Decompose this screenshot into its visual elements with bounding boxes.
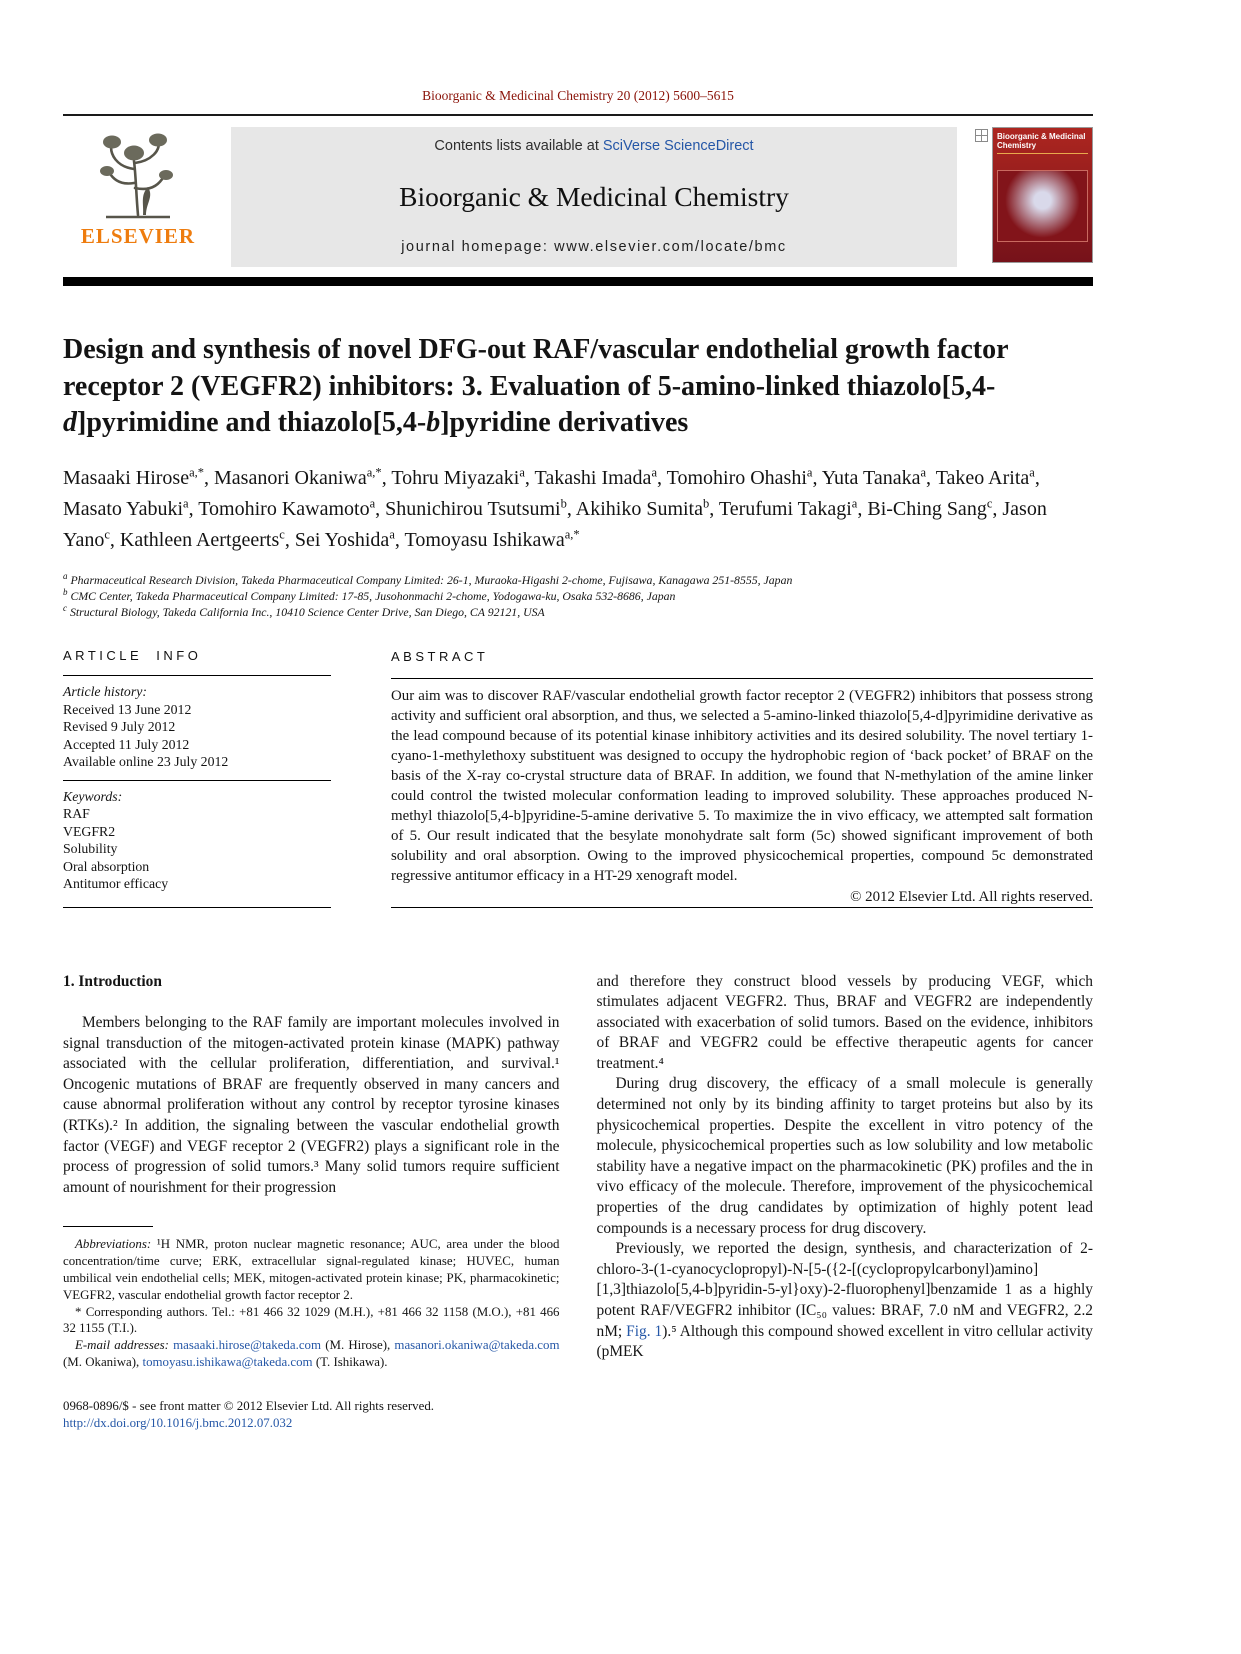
masthead-top-rule <box>63 114 1093 116</box>
keywords-label: Keywords: <box>63 788 123 804</box>
divider <box>391 907 1093 908</box>
title-segment: Design and synthesis of novel DFG-out RAF/vascular endothelial growth factor receptor 2 (VEGFR2) inhibitors: 3. Evaluation of 5-amino-linked thiazolo[5,4- <box>63 334 1009 402</box>
title-segment: ]pyridine derivatives <box>440 407 689 438</box>
footnote-rule <box>63 1226 153 1227</box>
author: Tomohiro Kawamoto$^a$, <box>198 495 386 520</box>
body-paragraph: During drug discovery, the efficacy of a small molecule is generally determined not only by its binding affinity to target proteins but also by its physicochemical properties. Despite the excellent in vitro potency of the molecule, physicochemical properties such as low solubility and low metabolic stability have a negative impact on the pharmacokinetic (PK) profiles and the in vivo efficacy of the molecule. Therefore, improvement of the physicochemical properties of the drug candidates by optimization of highly potent lead compounds is a necessary process for drug discovery. <box>596 1075 1093 1237</box>
journal-title: Bioorganic & Medicinal Chemistry <box>399 180 789 212</box>
author: Yuta Tanaka$^a$, <box>821 464 936 489</box>
elsevier-wordmark: ELSEVIER <box>80 224 196 248</box>
figure-1-link[interactable]: Fig. 1 <box>626 1322 663 1340</box>
affiliation: $^a$ Pharmaceutical Research Division, Takeda Pharmaceutical Company Limited: 26-1, Muraoka-Higashi 2-chome, Fujisawa, Kanagawa 251-8555, Japan <box>63 570 793 587</box>
email-link-okaniwa[interactable]: masanori.okaniwa@takeda.com <box>394 1338 560 1353</box>
email-link-ishikawa[interactable]: tomoyasu.ishikawa@takeda.com <box>142 1355 313 1370</box>
keywords-list <box>63 805 331 893</box>
front-matter-block <box>63 1398 1093 1433</box>
body-column-left <box>63 972 560 1371</box>
email-suffix: (M. Hirose), <box>321 1338 395 1353</box>
author: Takashi Imada$^a$, <box>534 464 667 489</box>
author: Sei Yoshida$^a$, <box>294 526 405 551</box>
article-title <box>63 332 1068 442</box>
author: Masanori Okaniwa$^{a,*}$, <box>214 464 392 489</box>
email-suffix: (T. Ishikawa). <box>312 1355 388 1370</box>
journal-cover-thumbnail <box>975 127 1093 267</box>
keyword-item: Solubility <box>63 841 118 856</box>
journal-masthead <box>63 127 1093 267</box>
article-history-item: Revised 9 July 2012 <box>63 719 176 734</box>
section-heading-introduction: 1. Introduction <box>63 972 162 990</box>
author-list <box>63 463 1093 556</box>
intro-paragraph: Members belonging to the RAF family are important molecules involved in signal transduction of the mitogen-activated protein kinase (MAPK) pathway associated with the cellular proliferation, differentiation, and survival.¹ Oncogenic mutations of BRAF are frequently observed in many cancers and cause abnormal proliferation without any control by receptor tyrosine kinases (RTKs).² In addition, the signaling between the vascular endothelial growth factor (VEGF) and VEGF receptor 2 (VEGFR2) plays a significant role in the process of progression of solid tumors.³ Many solid tumors require sufficient amount of nourishment for their progression <box>63 1014 560 1196</box>
abbreviations-label: Abbreviations: <box>75 1237 152 1252</box>
cover-title: Bioorganic & Medicinal Chemistry <box>997 132 1088 154</box>
contents-prefix: Contents lists available at <box>434 138 603 154</box>
abbreviations-note <box>63 1236 560 1303</box>
abstract-copyright: © 2012 Elsevier Ltd. All rights reserved. <box>850 888 1093 905</box>
divider <box>63 907 331 908</box>
issn-copyright-line: 0968-0896/$ - see front matter © 2012 Elsevier Ltd. All rights reserved. <box>63 1398 435 1413</box>
article-history-item: Received 13 June 2012 <box>63 701 192 717</box>
title-italic-d: d <box>63 407 77 438</box>
article-history-label: Article history: <box>63 684 147 699</box>
title-segment: ]pyrimidine and thiazolo[5,4- <box>77 407 427 438</box>
author: Terufumi Takagi$^a$, <box>718 495 868 520</box>
affiliation: $^b$ CMC Center, Takeda Pharmaceutical Company Limited: 17-85, Jusohonmachi 2-chome, Yodogawa-ku, Osaka 532-8686, Japan <box>63 586 676 603</box>
email-link-hirose[interactable]: masaaki.hirose@takeda.com <box>173 1338 322 1353</box>
email-suffix: (M. Okaniwa), <box>63 1355 143 1370</box>
affiliation: $^c$ Structural Biology, Takeda California Inc., 10410 Science Center Drive, San Diego, CA 92121, USA <box>63 602 545 619</box>
author: Shunichirou Tsutsumi$^b$, <box>385 495 576 520</box>
corresponding-authors-note: * Corresponding authors. Tel.: +81 466 32 1029 (M.H.), +81 466 32 1158 (M.O.), +81 466 32 1155 (T.I.). <box>63 1304 560 1336</box>
affiliation-list <box>63 572 1093 620</box>
article-history-list <box>63 701 331 771</box>
author: Jason Yano$^c$, <box>63 497 1047 551</box>
author: Tomoyasu Ishikawa$^{a,*}$ <box>404 526 580 551</box>
author: Masato Yabuki$^a$, <box>63 495 199 520</box>
email-addresses-note <box>63 1337 560 1371</box>
footnotes-block <box>63 1226 560 1370</box>
journal-homepage-line: journal homepage: www.elsevier.com/locate/bmc <box>401 239 787 255</box>
author: Akihiko Sumita$^b$, <box>575 495 719 520</box>
email-label: E-mail addresses: <box>75 1338 169 1353</box>
masthead-center-panel <box>231 127 957 267</box>
sciencedirect-grid-icon <box>975 129 988 142</box>
author: Kathleen Aertgeerts$^c$, <box>119 526 295 551</box>
contents-line <box>241 138 947 154</box>
keyword-item: VEGFR2 <box>63 823 116 839</box>
author: Tomohiro Ohashi$^a$, <box>666 464 822 489</box>
body-paragraph: and therefore they construct blood vessels by producing VEGF, which stimulates adjacent VEGFR2. Thus, BRAF and VEGFR2 are independently associated with exacerbation of solid tumors. Based on the evidence, inhibitors of BRAF and VEGFR2 could be effective therapeutic agents for cancer treatment.⁴ <box>596 972 1093 1072</box>
paragraph-segment: ).⁵ Although this compound showed excellent in vitro cellular activity (pMEK <box>596 1322 1094 1361</box>
journal-cover-image <box>992 127 1093 263</box>
divider <box>391 678 1093 679</box>
author: Takeo Arita$^a$, <box>935 464 1040 489</box>
author: Tohru Miyazaki$^a$, <box>391 464 535 489</box>
article-info-heading: ARTICLE INFO <box>63 647 202 663</box>
elsevier-tree-icon <box>85 131 191 223</box>
keyword-item: Antitumor efficacy <box>63 876 169 891</box>
elsevier-logo <box>63 127 213 267</box>
author: Bi-Ching Sang$^c$, <box>867 495 1003 520</box>
abstract-heading: ABSTRACT <box>391 648 489 664</box>
body-paragraph <box>597 1239 1094 1363</box>
article-history-item: Available online 23 July 2012 <box>63 754 229 769</box>
body-column-right <box>597 972 1094 1371</box>
keyword-item: Oral absorption <box>63 858 150 874</box>
cover-artwork <box>997 170 1088 242</box>
masthead-bottom-bar <box>63 277 1093 286</box>
abstract-panel <box>391 647 1093 908</box>
title-italic-b: b <box>426 407 441 438</box>
keyword-item: RAF <box>63 806 90 821</box>
doi-link[interactable]: http://dx.doi.org/10.1016/j.bmc.2012.07.032 <box>63 1416 293 1431</box>
paragraph-segment: Previously, we reported the design, synthesis, and characterization of 2-chloro-3-(1-cyanocyclopropyl)-N-[5-({2-[(cyclopropylcarbonyl)amino][1,3]thiazolo[5,4-b]pyridin-5-yl}oxy)-2-fluorophenyl]benzamide 1 as a highly potent RAF/VEGFR2 inhibitor (IC₅₀ values: BRAF, 7.0 nM and VEGFR2, 2.2 nM; <box>596 1240 1093 1340</box>
journal-citation-link[interactable]: Bioorganic & Medicinal Chemistry 20 (2012) 5600–5615 <box>422 88 734 103</box>
divider <box>63 780 331 781</box>
author: Masaaki Hirose$^{a,*}$, <box>63 464 215 489</box>
article-info-panel <box>63 647 331 908</box>
divider <box>63 675 331 676</box>
abstract-text: Our aim was to discover RAF/vascular endothelial growth factor receptor 2 (VEGFR2) inhibitors that possess strong activity and sufficient oral absorption, and thus, we selected a 5-amino-linked thiazolo[5,4-d]pyrimidine derivative as the lead compound because of its potential kinase inhibitory activities and its desired solubility. The novel tertiary 1-cyano-1-methylethoxy substituent was designed to occupy the hydrophobic region of ‘back pocket’ of BRAF on the basis of the X-ray co-crystal structure data of BRAF. In addition, we found that N-methylation of the amine linker could control the twisted molecular conformation leading to improved solubility. These approaches produced N-methyl thiazolo[5,4-b]pyridine-5-amine derivative 5. To maximize the in vivo efficacy, we attempted salt formation of 5. Our result indicated that the besylate monohydrate salt form (5c) showed significant improvement of both solubility and oral absorption. Owing to the improved physicochemical properties, compound 5c demonstrated regressive antitumor efficacy in a HT-29 xenograft model. <box>391 687 1093 884</box>
sciverse-sciencedirect-link[interactable]: SciVerse ScienceDirect <box>602 138 754 154</box>
article-history-item: Accepted 11 July 2012 <box>63 736 190 752</box>
abbreviations-text: ¹H NMR, proton nuclear magnetic resonance; AUC, area under the blood concentration/time curve; ERK, extracellular signal-regulated kinase; HUVEC, human umbilical vein endothelial cells; MEK, mitogen-activated protein kinase; PK, pharmacokinetic; VEGFR2, vascular endothelial growth factor receptor 2. <box>63 1237 560 1302</box>
